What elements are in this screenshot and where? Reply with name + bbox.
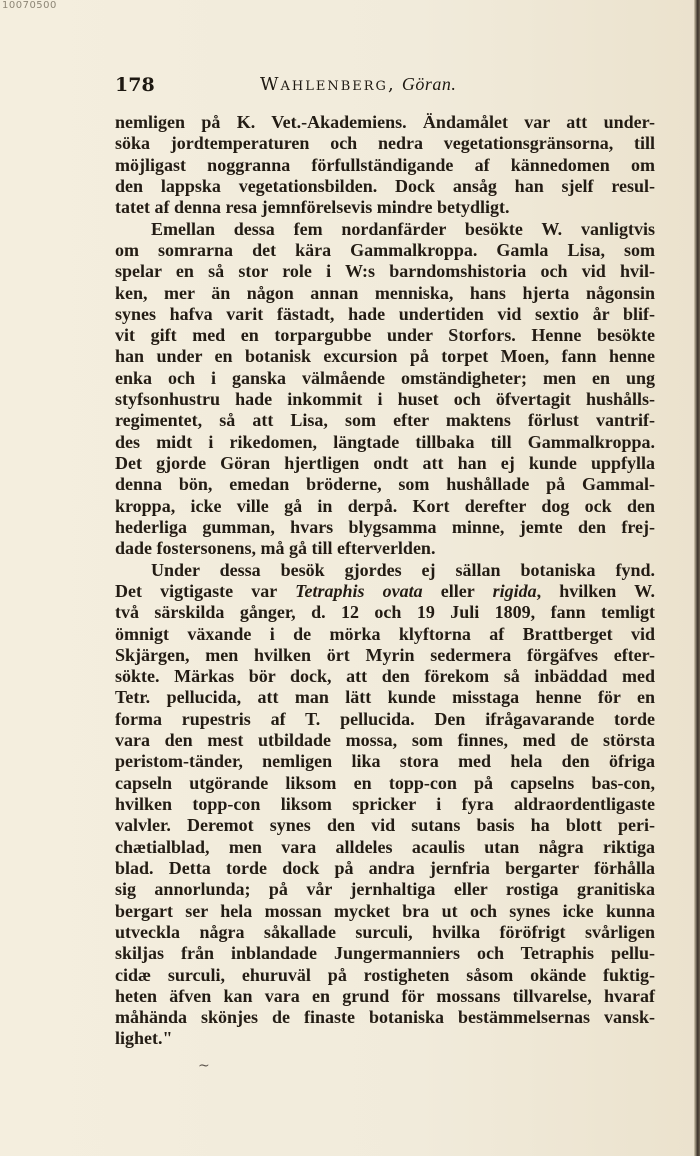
- running-header: [115, 74, 655, 98]
- text-line: forma rupestris af T. pellucida. Den ifrågavarande torde: [115, 708, 655, 729]
- text-line: dade fostersonens, må gå till efterverlden.: [115, 538, 436, 559]
- text-line: om somrarna det kära Gammalkroppa. Gamla Lisa, som: [115, 239, 655, 260]
- page-number: 178: [115, 74, 155, 96]
- text-line: sökte. Märkas bör dock, att den förekom så inbäddad med: [115, 666, 655, 687]
- author-given-name: Göran.: [401, 74, 457, 94]
- text-line: Det gjorde Göran hjertligen ondt att han ej kunde uppfylla: [115, 453, 655, 473]
- text-line: två särskilda gånger, d. 12 och 19 Juli 1809, fann temligt: [115, 602, 655, 623]
- text-line: kroppa, icke ville gå in derpå. Kort derefter dog ock den: [115, 495, 655, 516]
- text-line: chætialblad, men vara alldeles acaulis utan några riktiga: [115, 836, 655, 857]
- text-line: Under dessa besök gjordes ej sällan botaniska fynd.: [151, 559, 655, 580]
- text-line: capseln utgörande liksom en topp-con på capselns bas-con,: [115, 772, 655, 793]
- text-line: möjligast noggranna förfullständigande af kännedomen om: [115, 154, 655, 175]
- text-line: peristom-tänder, nemligen lika stora med hela den öfriga: [115, 751, 655, 772]
- text-line: styfsonhustru hade inkommit i huset och öfvertagit hushålls-: [115, 389, 655, 410]
- footer-mark: ~: [198, 1058, 210, 1074]
- text-line: söka jordtemperaturen och nedra vegetationsgränsorna, till: [115, 133, 655, 154]
- running-title: [260, 74, 456, 95]
- text-line: måhända skönjes de finaste botaniska bestämmelsernas vansk-: [115, 1007, 655, 1028]
- text-line: spelar en så stor role i W:s barndomshistoria och vid hvil-: [115, 261, 655, 282]
- text-line: vit gift med en torpargubbe under Storfors. Henne besökte: [115, 325, 655, 346]
- text-line: Emellan dessa fem nordanfärder besökte W. vanligtvis: [151, 218, 655, 239]
- scan-id-label: 10070500: [2, 0, 57, 11]
- text-line: vara den mest utbildade mossa, som finnes, med de största: [115, 730, 655, 751]
- page-edge: [694, 0, 700, 1156]
- text-line: cidæ surculi, ehuruväl på rostigheten såsom okände fuktig-: [115, 964, 655, 985]
- text-line: Tetr. pellucida, att man lätt kunde misstaga henne för en: [115, 687, 655, 708]
- text-line: enka och i ganska välmående omständigheter; men en ung: [115, 367, 655, 388]
- text-line: bergart ser hela mossan mycket bra ut och synes icke kunna: [115, 900, 655, 921]
- text-line: heten äfven kan vara en grund för mossans tillvarelse, hvaraf: [115, 985, 655, 1006]
- text-line: hvilken topp-con liksom spricker i fyra aldraordentligaste: [115, 794, 655, 814]
- text-line: lighet.": [115, 1028, 173, 1049]
- text-line: Det vigtigaste var Tetraphis ovata eller rigida, hvilken W.: [115, 580, 655, 601]
- text-line: tatet af denna resa jemnförelsevis mindre betydligt.: [115, 197, 510, 218]
- text-line: sig annorlunda; på vår jernhaltiga eller rostiga granitiska: [115, 879, 655, 900]
- body-text: [115, 112, 655, 1050]
- text-line: skiljas från inblandade Jungermanniers och Tetraphis pellu-: [115, 943, 655, 964]
- text-line: ömnigt växande i de mörka klyftorna af Brattberget vid: [115, 623, 655, 644]
- text-line: Skjärgen, men hvilken ört Myrin sedermera förgäfves efter-: [115, 644, 655, 665]
- text-line: blad. Detta torde dock på andra jernfria bergarter förhålla: [115, 857, 655, 878]
- text-line: des midt i rikedomen, längtade tillbaka till Gammalkroppa.: [115, 431, 655, 452]
- text-line: den lappska vegetationsbilden. Dock ansåg han sjelf resul-: [115, 175, 655, 196]
- text-line: denna bön, emedan bröderne, som hushållade på Gammal-: [115, 474, 655, 495]
- text-line: hederliga gumman, hvars blygsamma minne, jemte den frej-: [115, 516, 655, 537]
- text-line: regimentet, så att Lisa, som efter maktens förlust vantrif-: [115, 410, 655, 431]
- text-line: han under en botanisk excursion på torpet Moen, fann henne: [115, 346, 655, 367]
- text-line: synes hafva varit fästadt, hade undertiden vid sextio år blif-: [115, 303, 655, 324]
- text-line: nemligen på K. Vet.-Akademiens. Ändamålet var att under-: [115, 112, 655, 132]
- text-line: valvler. Deremot synes den vid sutans basis ha blott peri-: [115, 815, 655, 836]
- author-surname: Wahlenberg,: [260, 74, 396, 95]
- text-line: utveckla några såkallade surculi, hvilka föröfrigt svårligen: [115, 921, 655, 942]
- text-line: ken, mer än någon annan menniska, hans hjerta någonsin: [115, 282, 655, 303]
